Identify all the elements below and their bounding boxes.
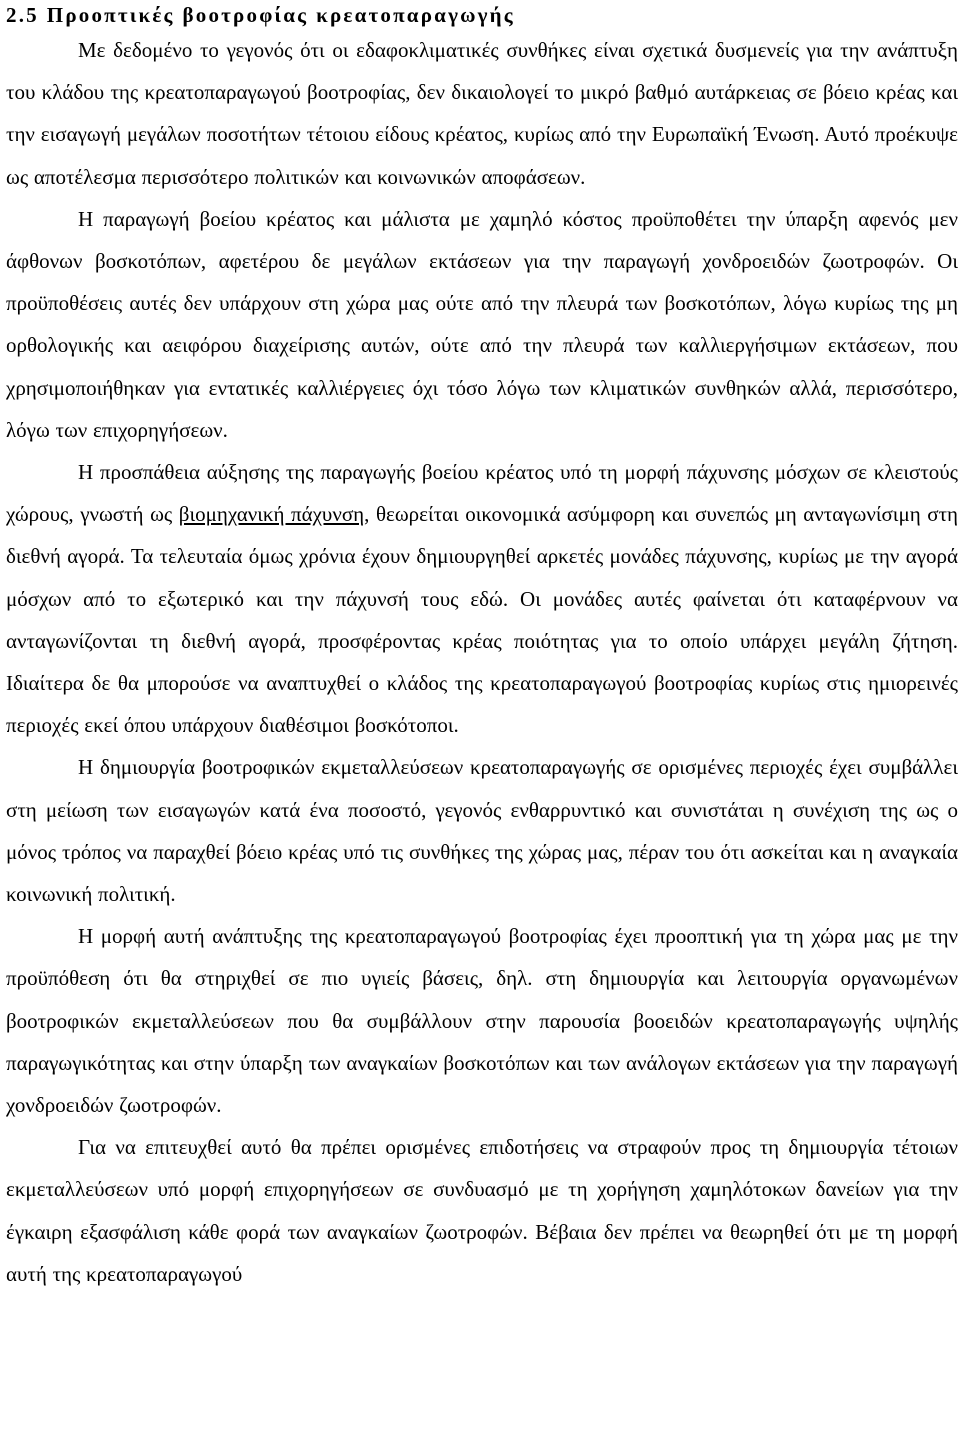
paragraph-industrial-fattening <box>6 451 958 746</box>
section-heading: 2.5 Προοπτικές βοοτροφίας κρεατοπαραγωγής <box>6 3 515 27</box>
paragraph-text-start: Η προσπάθεια αύξησης της παραγωγής βοείου κρέατος υπό τη μορφή πάχυνσης μόσχων σε κλειστούς χώρους, γνωστή ως <box>6 460 958 527</box>
paragraph-development-prospects: Η μορφή αυτή ανάπτυξης της κρεατοπαραγωγού βοοτροφίας έχει προοπτική για τη χώρα μας με την προϋπόθεση ότι θα στηριχθεί σε πιο υγιείς βάσεις, δηλ. στη δημιουργία και λειτουργία οργανωμένων βοοτροφικών εκμεταλλεύσεων που θα συμβάλλουν στην παρουσία βοοειδών κρεατοπαραγωγής υψηλής παραγωγικότητας και στην ύπαρξη των αναγκαίων βοσκοτόπων και των ανάλογων εκτάσεων για την παραγωγή χονδροειδών ζωοτροφών. <box>6 924 958 1118</box>
paragraph-subsidies: Για να επιτευχθεί αυτό θα πρέπει ορισμένες επιδοτήσεις να στραφούν προς τη δημιουργία τέτοιων εκμεταλλεύσεων υπό μορφή επιχορηγήσεων σε συνδυασμό με τη χορήγηση χαμηλότοκων δανείων για την έγκαιρη εξασφάλιση κάθε φορά των αναγκαίων ζωοτροφών. Βέβαια δεν πρέπει να θεωρηθεί ότι με τη μορφή αυτή της κρεατοπαραγωγού <box>6 1135 958 1286</box>
paragraph-text-end: , θεωρείται οικονομικά ασύμφορη και συνεπώς μη ανταγωνίσιμη στη διεθνή αγορά. Τα τελευταία όμως χρόνια έχουν δημιουργηθεί αρκετές μονάδες πάχυνσης, κυρίως με την αγορά μόσχων από το εξωτερικό και την πάχυνσή τους εδώ. Οι μονάδες αυτές φαίνεται ότι καταφέρνουν να ανταγωνίζονται τη διεθνή αγορά, προσφέροντας κρέας ποιότητας για το οποίο υπάρχει μεγάλη ζήτηση. Ιδιαίτερα δε θα μπορούσε να αναπτυχθεί ο κλάδος της κρεατοπαραγωγού βοοτροφίας κυρίως στις ημιορεινές περιοχές εκεί όπου υπάρχουν διαθέσιμοι βοσκότοποι. <box>6 502 958 738</box>
paragraph-self-sufficiency: Με δεδομένο το γεγονός ότι οι εδαφοκλιματικές συνθήκες είναι σχετικά δυσμενείς για την ανάπτυξη του κλάδου της κρεατοπαραγωγού βοοτροφίας, δεν δικαιολογεί το μικρό βαθμό αυτάρκειας σε βόειο κρέας και την εισαγωγή μεγάλων ποσοτήτων τέτοιου είδους κρέατος, κυρίως από την Ευρωπαϊκή Ένωση. Αυτό προέκυψε ως αποτέλεσμα περισσότερο πολιτικών και κοινωνικών αποφάσεων. <box>6 38 958 189</box>
paragraph-production-prerequisites: Η παραγωγή βοείου κρέατος και μάλιστα με χαμηλό κόστος προϋποθέτει την ύπαρξη αφενός μεν άφθονων βοσκοτόπων, αφετέρου δε μεγάλων εκτάσεων για την παραγωγή χονδροειδών ζωοτροφών. Οι προϋποθέσεις αυτές δεν υπάρχουν στη χώρα μας ούτε από την πλευρά των βοσκοτόπων, λόγω κυρίως της μη ορθολογικής και αειφόρου διαχείρισης αυτών, ούτε από την πλευρά των καλλιεργήσιμων εκτάσεων, που χρησιμοποιήθηκαν για εντατικές καλλιέργειες όχι τόσο λόγω των κλιματικών συνθηκών αλλά, περισσότερο, λόγω των επιχορηγήσεων. <box>6 206 958 442</box>
underlined-term: βιομηχανική πάχυνση <box>178 502 365 527</box>
paragraph-farm-creation: Η δημιουργία βοοτροφικών εκμεταλλεύσεων κρεατοπαραγωγής σε ορισμένες περιοχές έχει συμβάλλει στη μείωση των εισαγωγών κατά ένα ποσοστό, γεγονός ενθαρρυντικό και συνιστάται η συνέχιση της ως ο μόνος τρόπος να παραχθεί βόειο κρέας υπό τις συνθήκες της χώρας μας, πέραν του ότι ασκείται και η αναγκαία κοινωνική πολιτική. <box>6 755 958 907</box>
